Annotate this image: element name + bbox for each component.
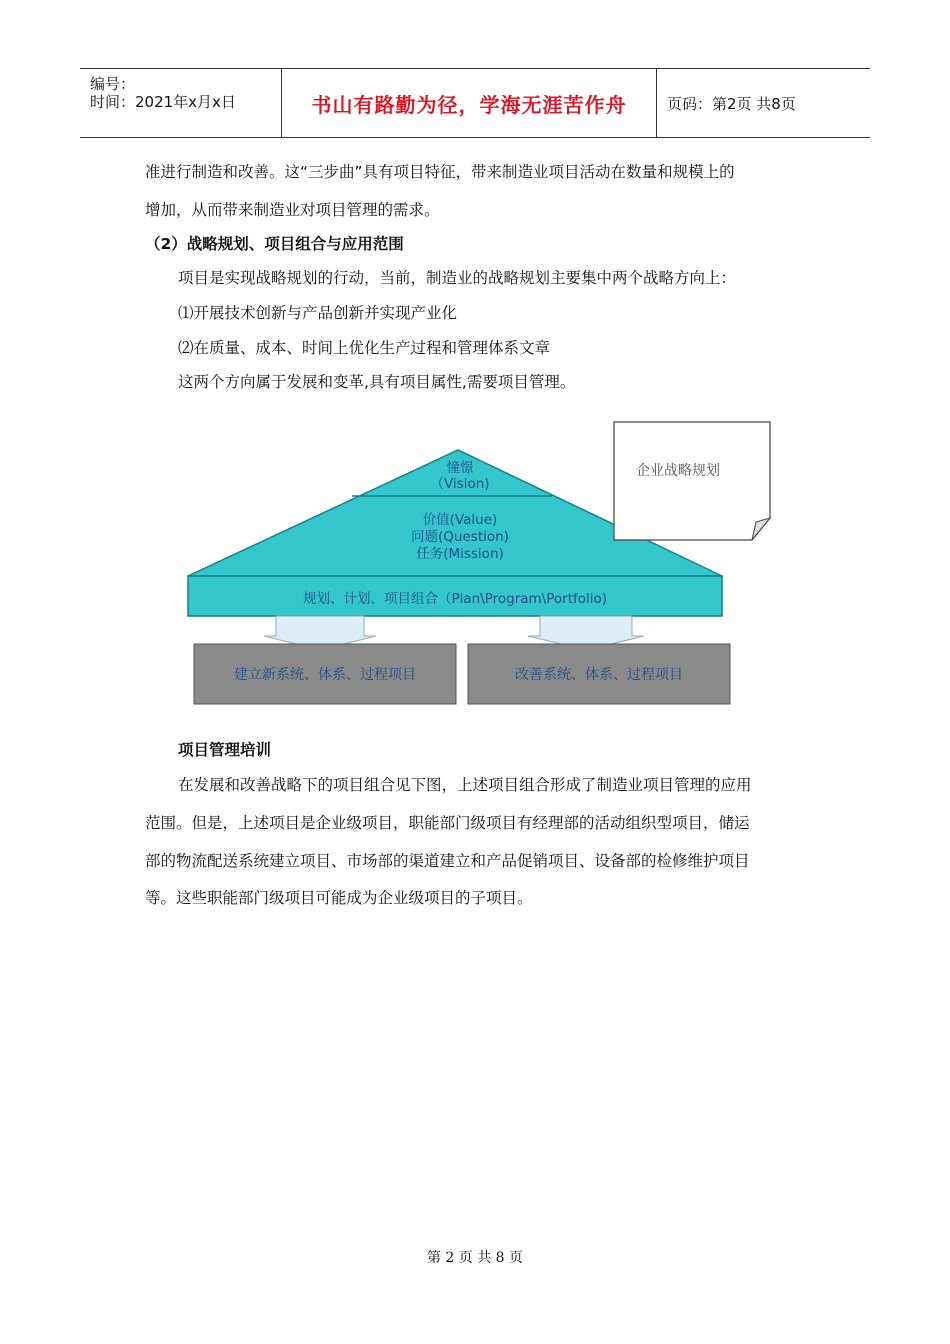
strategy-diagram	[180, 418, 780, 718]
header-page-cell	[657, 69, 870, 137]
portfolio-band-label: 规划、计划、项目组合（Plan\Program\Portfolio)	[302, 591, 608, 607]
vision-cn-label: 憧憬	[446, 460, 474, 476]
page-footer: 第 2 页 共 8 页	[426, 1250, 524, 1266]
paragraph-line: 准进行制造和改善。这“三步曲”具有项目特征，带来制造业项目活动在数量和规模上的	[145, 163, 735, 181]
paragraph-line: 等。这些职能部门级项目可能成为企业级项目的子项目。	[145, 889, 533, 907]
paragraph-line: 部的物流配送系统建立项目、市场部的渠道建立和产品促销项目、设备部的检修维护项目	[145, 852, 750, 870]
right-project-label: 改善系统、体系、过程项目	[515, 667, 683, 683]
paragraph-line: 范围。但是，上述项目是企业级项目，职能部门级项目有经理部的活动组织型项目，储运	[145, 814, 750, 832]
paragraph-line: 在发展和改善战略下的项目组合见下图，上述项目组合形成了制造业项目管理的应用	[178, 776, 752, 794]
value-label: 价值(Value)	[422, 512, 498, 528]
number-label: 编号：	[90, 75, 136, 93]
paragraph-line: 项目是实现战略规划的行动，当前，制造业的战略规划主要集中两个战略方向上：	[178, 269, 737, 287]
motto-text: 书山有路勤为径，学海无涯苦作舟	[311, 92, 627, 117]
date-label: 时间：2021年x月x日	[90, 93, 236, 111]
document-header	[80, 68, 870, 138]
header-motto-cell	[281, 69, 657, 137]
vision-en-label: （Vision)	[430, 476, 490, 492]
paragraph-line: 这两个方向属于发展和变革,具有项目属性,需要项目管理。	[178, 373, 576, 391]
mission-label: 任务(Mission)	[416, 546, 504, 562]
left-project-label: 建立新系统、体系、过程项目	[234, 667, 416, 683]
page-label: 页码：第2页 共8页	[667, 94, 796, 113]
paragraph-line: 增加，从而带来制造业对项目管理的需求。	[145, 201, 440, 219]
list-item: ⑵在质量、成本、时间上优化生产过程和管理体系文章	[178, 339, 551, 357]
note-label: 企业战略规划	[636, 463, 720, 479]
note-card	[614, 422, 770, 540]
header-left-cell	[80, 69, 281, 137]
training-heading: 项目管理培训	[178, 741, 272, 759]
section-heading: （2）战略规划、项目组合与应用范围	[145, 235, 404, 253]
list-item: ⑴开展技术创新与产品创新并实现产业化	[178, 304, 458, 322]
question-label: 问题(Question)	[411, 529, 509, 545]
